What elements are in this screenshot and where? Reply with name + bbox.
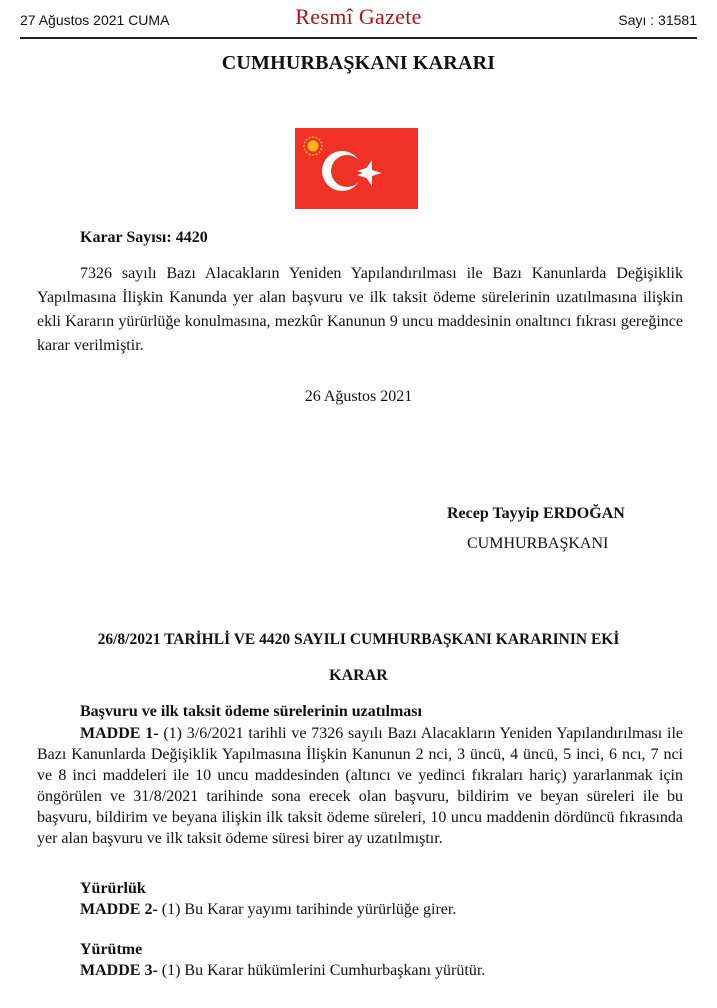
emblem-star-dot (312, 136, 314, 138)
article-1-heading: Başvuru ve ilk taksit ödeme sürelerinin uzatılması (80, 703, 422, 720)
emblem-star-dot (306, 151, 308, 153)
emblem-star-dot (320, 148, 322, 150)
emblem-star-dot (304, 142, 306, 144)
emblem-star-dot (318, 151, 320, 153)
article-2 (80, 901, 456, 919)
presidential-flag-icon (295, 128, 418, 209)
emblem-star-dot (309, 137, 311, 139)
article-1-label: MADDE 1- (80, 725, 159, 742)
document-title: CUMHURBAŞKANI KARARI (221, 52, 496, 74)
emblem-star-dot (315, 137, 317, 139)
emblem-star-dot (320, 142, 322, 144)
publication-date: 27 Ağustos 2021 CUMA (20, 12, 170, 28)
annex-title: 26/8/2021 TARİHLİ VE 4420 SAYILI CUMHURBAŞKANI KARARININ EKİ (97, 631, 620, 648)
emblem-star-dot (312, 154, 314, 156)
article-1-text: (1) 3/6/2021 tarihli ve 7326 sayılı Bazı Alacakların Yeniden Yapılandırılması ile Bazı Kanunlarda Değişiklik Yapılmasına İlişkin Kanunun 2 nci, 3 üncü, 4 üncü, 5 inci, 6 ncı, 7 nci ve 8 inci maddeleri ile 10 uncu maddesinden (altıncı ve yedinci fıkraları hariç) yararlanmak için öngörülen ve 31/8/2021 tarihinde sona erecek olan başvuru, bildirim ve beyan süreleri ile bu başvuru, bildirim ve beyana ilişkin ilk taksit ödeme süreleri, 10 uncu maddenin dördüncü fıkrasında yer alan başvuru ve ilk taksit ödeme süresi birer ay uzatılmıştır. (37, 725, 684, 847)
emblem-star-dot (306, 139, 308, 141)
article-3 (80, 962, 485, 980)
emblem-star-dot (321, 145, 323, 147)
gazette-name: Resmî Gazete (295, 4, 422, 29)
article-2-text: (1) Bu Karar yayımı tarihinde yürürlüğe girer. (157, 901, 457, 918)
article-1 (37, 723, 683, 849)
emblem-star-dot (303, 145, 305, 147)
emblem-star-dot (318, 139, 320, 141)
emblem-star-dot (315, 153, 317, 155)
intro-paragraph: 7326 sayılı Bazı Alacakların Yeniden Yapılandırılması ile Bazı Kanunlarda Değişiklik Yapılmasına İlişkin Kanunda yer alan başvuru ve ilk taksit ödeme sürelerinin uzatılmasına ilişkin ekli Kararın yürürlüğe konulmasına, mezkûr Kanunun 9 uncu maddesinin onaltıncı fıkrası gereğince karar verilmiştir. (37, 265, 683, 354)
emblem-star-dot (309, 153, 311, 155)
decision-number: Karar Sayısı: 4420 (80, 229, 208, 246)
article-3-heading: Yürütme (80, 941, 143, 958)
annex-subtitle: KARAR (329, 667, 388, 684)
emblem-star-dot (304, 148, 306, 150)
signer-name: Recep Tayyip ERDOĞAN (447, 505, 625, 522)
article-3-label: MADDE 3- (80, 962, 158, 979)
issue-number: Sayı : 31581 (618, 12, 697, 28)
gazette-header (20, 0, 697, 39)
signer-title: CUMHURBAŞKANI (467, 535, 609, 552)
article-2-heading: Yürürlük (80, 880, 146, 897)
signature-date: 26 Ağustos 2021 (304, 388, 413, 405)
article-2-label: MADDE 2- (80, 901, 158, 918)
article-3-text: (1) Bu Karar hükümlerini Cumhurbaşkanı yürütür. (157, 962, 486, 979)
